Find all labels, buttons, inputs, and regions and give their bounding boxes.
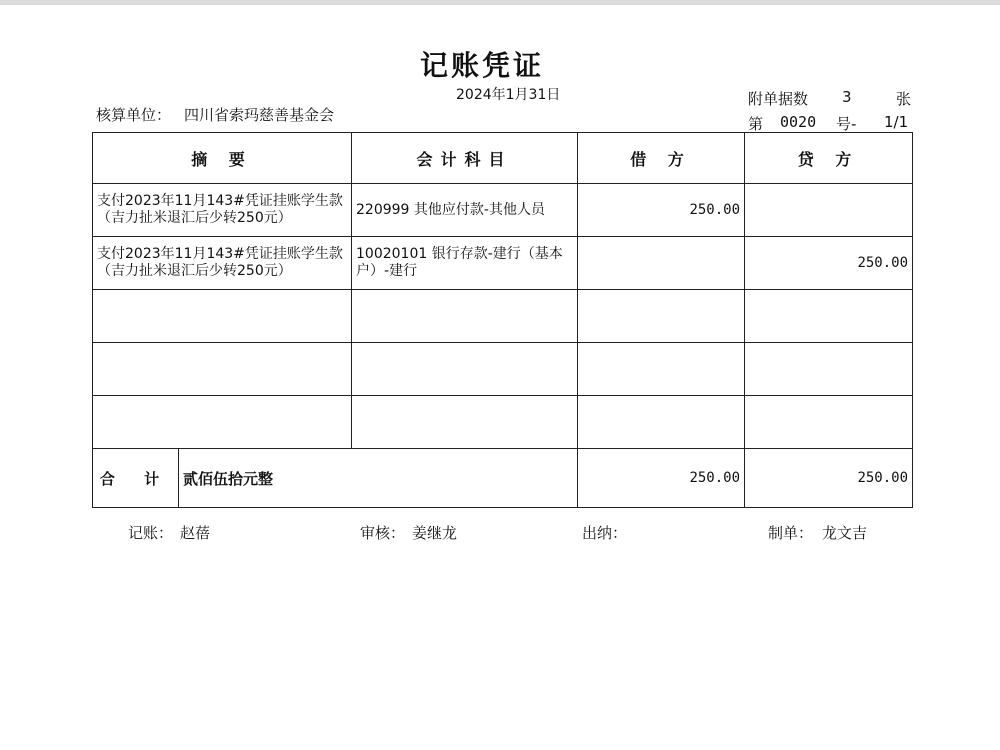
table-header-row xyxy=(93,133,913,184)
summary-cell xyxy=(93,343,352,396)
scan-top-edge xyxy=(0,0,1000,5)
attachment-label: 附单据数 xyxy=(748,90,809,108)
unit-label: 核算单位： xyxy=(96,106,172,124)
table-row xyxy=(93,184,913,237)
debit-cell xyxy=(578,343,745,396)
voucher-page: 1/1 xyxy=(884,113,909,131)
bookkeeper-label: 记账： xyxy=(128,524,174,542)
voucher-number-suffix: 号- xyxy=(836,115,857,133)
attachment-unit: 张 xyxy=(896,90,912,108)
voucher-number: 0020 xyxy=(780,113,817,131)
table-row xyxy=(93,396,913,449)
voucher-title: 记账凭证 xyxy=(420,49,545,82)
header-summary: 摘 要 xyxy=(93,133,352,184)
total-debit: 250.00 xyxy=(578,449,745,508)
table-row xyxy=(93,343,913,396)
account-cell: 220999 其他应付款-其他人员 xyxy=(352,184,578,237)
header-credit: 贷 方 xyxy=(745,133,913,184)
summary-cell: 支付2023年11月143#凭证挂账学生款（吉力扯米退汇后少转250元） xyxy=(93,237,352,290)
attachment-count: 3 xyxy=(842,88,852,106)
voucher-table xyxy=(92,132,913,508)
cashier-label: 出纳： xyxy=(582,524,628,542)
account-cell xyxy=(352,396,578,449)
debit-cell xyxy=(578,290,745,343)
credit-cell: 250.00 xyxy=(745,237,913,290)
total-row xyxy=(93,449,913,508)
credit-cell xyxy=(745,184,913,237)
bookkeeper-name: 赵蓓 xyxy=(180,524,211,542)
preparer-label: 制单： xyxy=(768,524,814,542)
header-account: 会计科目 xyxy=(352,133,578,184)
table-row xyxy=(93,237,913,290)
debit-cell: 250.00 xyxy=(578,184,745,237)
account-cell xyxy=(352,290,578,343)
preparer-name: 龙文吉 xyxy=(822,524,868,542)
account-cell xyxy=(352,343,578,396)
voucher-number-prefix: 第 xyxy=(748,115,764,133)
summary-cell: 支付2023年11月143#凭证挂账学生款（吉力扯米退汇后少转250元） xyxy=(93,184,352,237)
total-amount-words: 贰佰伍拾元整 xyxy=(179,449,578,508)
header-debit: 借 方 xyxy=(578,133,745,184)
total-credit: 250.00 xyxy=(745,449,913,508)
account-cell: 10020101 银行存款-建行（基本户）-建行 xyxy=(352,237,578,290)
reviewer-name: 姜继龙 xyxy=(412,524,458,542)
credit-cell xyxy=(745,290,913,343)
credit-cell xyxy=(745,396,913,449)
debit-cell xyxy=(578,396,745,449)
table-row xyxy=(93,290,913,343)
summary-cell xyxy=(93,290,352,343)
debit-cell xyxy=(578,237,745,290)
total-label: 合 计 xyxy=(93,449,179,508)
voucher-date: 2024年1月31日 xyxy=(456,87,561,103)
unit-name: 四川省索玛慈善基金会 xyxy=(184,106,335,124)
reviewer-label: 审核： xyxy=(360,524,406,542)
credit-cell xyxy=(745,343,913,396)
summary-cell xyxy=(93,396,352,449)
